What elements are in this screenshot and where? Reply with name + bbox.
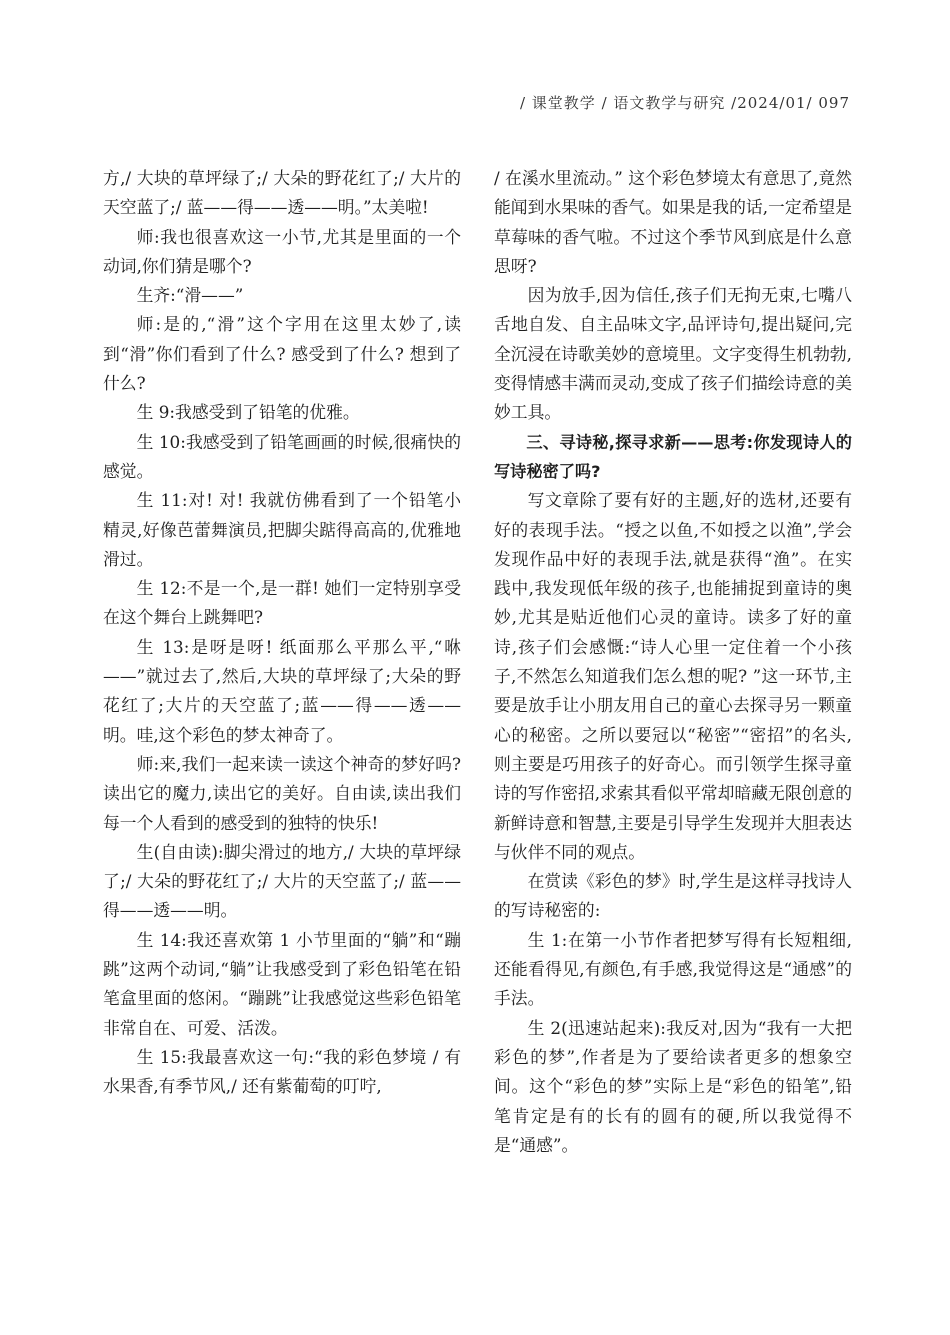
paragraph: / 在溪水里流动。” 这个彩色梦境太有意思了,竟然能闻到水果味的香气。如果是我的话,一定希望是草莓味的香气啦。不过这个季节风到底是什么意思呀? <box>494 168 852 276</box>
paragraph: 生 15:我最喜欢这一句:“我的彩色梦境 / 有水果香,有季节风,/ 还有紫葡萄的叮咛, <box>103 1046 461 1097</box>
paragraph: 生齐:“滑——” <box>136 285 244 306</box>
paragraph: 生 1:在第一小节作者把梦写得有长短粗细,还能看得见,有颜色,有手感,我觉得这是“通感”的手法。 <box>494 929 852 1009</box>
left-column <box>103 164 461 1102</box>
paragraph: 生 12:不是一个,是一群! 她们一定特别享受在这个舞台上跳舞吧? <box>103 578 461 628</box>
paragraph: 因为放手,因为信任,孩子们无拘无束,七嘴八舌地自发、自主品味文字,品评诗句,提出疑问,完全沉浸在诗歌美妙的意境里。文字变得生机勃勃,变得情感丰满而灵动,变成了孩子们描绘诗意的美妙工具。 <box>494 285 852 423</box>
paragraph: 在赏读《彩色的梦》时,学生是这样寻找诗人的写诗秘密的: <box>494 871 852 921</box>
paragraph: 生 11:对! 对! 我就仿佛看到了一个铅笔小精灵,好像芭蕾舞演员,把脚尖踮得高高的,优雅地滑过。 <box>103 490 461 569</box>
paragraph: 师:是的,“滑”这个字用在这里太妙了,读到“滑”你们看到了什么? 感受到了什么? 想到了什么? <box>103 314 461 394</box>
paragraph: 生 2(迅速站起来):我反对,因为“我有一大把彩色的梦”,作者是为了要给读者更多的想象空间。这个“彩色的梦”实际上是“彩色的铅笔”,铅笔肯定是有的长有的圆有的硬,所以我觉得不是“通感”。 <box>494 1017 852 1155</box>
paragraph: 生(自由读):脚尖滑过的地方,/ 大块的草坪绿了;/ 大朵的野花红了;/ 大片的天空蓝了;/ 蓝——得——透——明。 <box>103 841 461 921</box>
paragraph: 生 10:我感受到了铅笔画画的时候,很痛快的感觉。 <box>103 431 461 481</box>
page-header: / 课堂教学 / 语文教学与研究 /2024/01/ 097 <box>519 94 850 112</box>
section-heading: 三、寻诗秘,探寻求新——思考:你发现诗人的写诗秘密了吗? <box>494 432 852 481</box>
paragraph: 生 13:是呀是呀! 纸面那么平那么平,“咻——”就过去了,然后,大块的草坪绿了;大朵的野花红了;大片的天空蓝了;蓝——得——透——明。哇,这个彩色的梦太神奇了。 <box>103 636 461 745</box>
paragraph: 师:来,我们一起来读一读这个神奇的梦好吗? 读出它的魔力,读出它的美好。自由读,读出我们每一个人看到的感受到的独特的快乐! <box>103 753 461 833</box>
paragraph: 师:我也很喜欢这一小节,尤其是里面的一个动词,你们猜是哪个? <box>103 226 461 276</box>
right-column <box>494 164 852 1160</box>
paragraph: 方,/ 大块的草坪绿了;/ 大朵的野花红了;/ 大片的天空蓝了;/ 蓝——得——透——明。”太美啦! <box>103 168 461 218</box>
paragraph: 生 14:我还喜欢第 1 小节里面的“躺”和“蹦跳”这两个动词,“躺”让我感受到了彩色铅笔在铅笔盒里面的悠闲。“蹦跳”让我感觉这些彩色铅笔非常自在、可爱、活泼。 <box>103 929 461 1038</box>
paragraph: 写文章除了要有好的主题,好的选材,还要有好的表现手法。“授之以鱼,不如授之以渔”,学会发现作品中好的表现手法,就是获得“渔”。在实践中,我发现低年级的孩子,也能捕捉到童诗的奥妙,尤其是贴近他们心灵的童诗。读多了好的童诗,孩子们会感慨:“诗人心里一定住着一个小孩子,不然怎么知道我们怎么想的呢? ”这一环节,主要是放手让小朋友用自己的童心去探寻另一颗童心的秘密。之所以要冠以“秘密”“密招”的名头,则主要是巧用孩子的好奇心。而引领学生探寻童诗的写作密招,求索其看似平常却暗藏无限创意的新鲜诗意和智慧,主要是引导学生发现并大胆表达与伙伴不同的观点。 <box>494 490 852 862</box>
paragraph: 生 9:我感受到了铅笔的优雅。 <box>136 402 360 423</box>
